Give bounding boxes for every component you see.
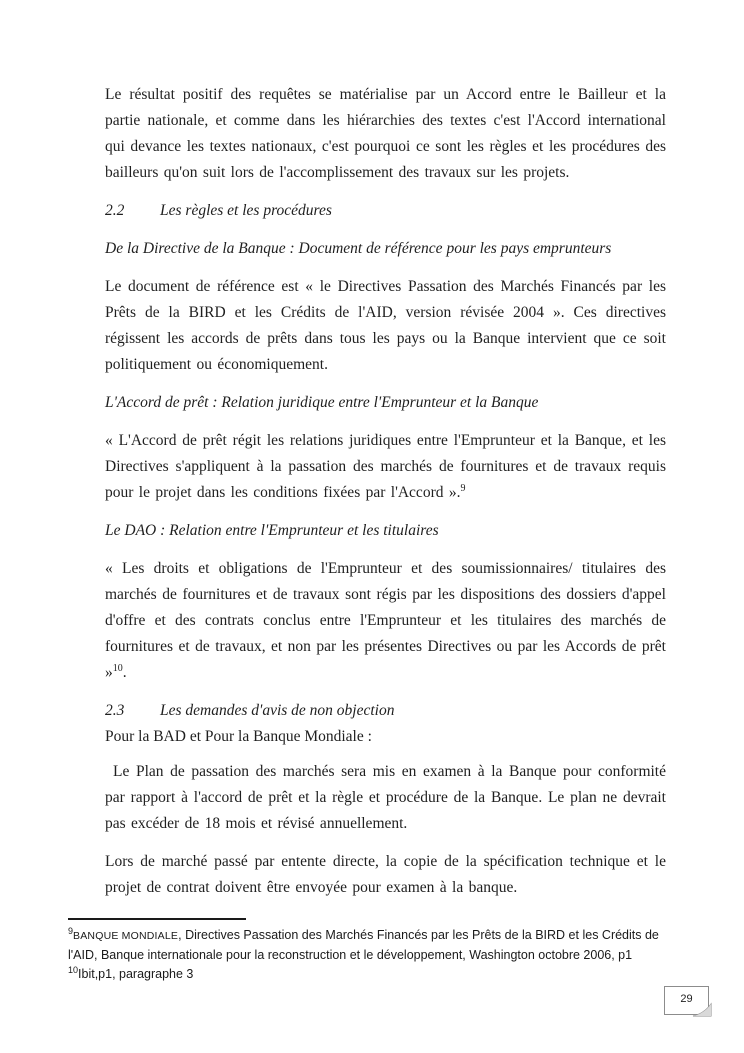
footnote-10	[68, 965, 680, 984]
quote-tail: .	[122, 664, 127, 681]
paragraph-intro: Le résultat positif des requêtes se matérialise par un Accord entre le Bailleur et la partie nationale, et comme dans les hiérarchies des textes c'est l'Accord international qui devance les textes nationaux, c'est pourquoi ce sont les règles et les procédures des bailleurs qu'on suit lors de l'accomplissement des travaux sur les projets.	[105, 86, 666, 181]
footnote-ref-9[interactable]: 9	[460, 482, 466, 494]
footnotes-section	[68, 918, 680, 984]
section-title: Les demandes d'avis de non objection	[160, 702, 395, 719]
line-pour-bad-banque: Pour la BAD et Pour la Banque Mondiale :	[105, 728, 372, 745]
subheading-directive: De la Directive de la Banque : Document de référence pour les pays emprunteurs	[105, 240, 612, 257]
quote-text: « Les droits et obligations de l'Emprunteur et des soumissionnaires/ titulaires des marchés de fournitures et de travaux sont régis par les dispositions des dossiers d'appel d'offre et des contrats conclus entre l'Emprunteur et les titulaires des marchés de fournitures et de travaux, et non par les présentes Directives ou par les Accords de prêt »	[105, 560, 666, 681]
page-body	[105, 82, 666, 913]
footnote-number: 9	[68, 925, 74, 936]
paragraph-document-reference: Le document de référence est « le Directives Passation des Marchés Financés par les Prêts de la BIRD et les Crédits de l'AID, version révisée 2004 ». Ces directives régissent les accords de prêts dans tous les pays ou la Banque intervient que ce soit politiquement ou économiquement.	[105, 278, 666, 373]
paragraph-accord-quote	[105, 428, 666, 506]
footnote-smallcaps: BANQUE MONDIALE	[73, 930, 179, 942]
footnote-text: , Directives Passation des Marchés Financés par les Prêts de la BIRD et les Crédits de l'AID, Banque internationale pour la reconstruction et le développement, Washington octobre 2006, p1	[68, 928, 659, 962]
page-number-badge	[664, 986, 709, 1015]
section-heading-2-2	[105, 198, 666, 224]
page-curl-icon	[691, 1002, 713, 1018]
footnote-number: 10	[68, 964, 79, 975]
paragraph-entente-directe: Lors de marché passé par entente directe, la copie de la spécification technique et le projet de contrat doivent être envoyée pour examen à la banque.	[105, 853, 666, 896]
subheading-dao: Le DAO : Relation entre l'Emprunteur et les titulaires	[105, 522, 439, 539]
footnote-ref-10[interactable]: 10	[112, 662, 123, 674]
footnote-text: Ibit,p1, paragraphe 3	[78, 967, 194, 981]
page-number: 29	[680, 993, 693, 1005]
paragraph-dao-quote	[105, 556, 666, 686]
quote-text: « L'Accord de prêt régit les relations juridiques entre l'Emprunteur et la Banque, et les Directives s'appliquent à la passation des marchés de fournitures et de travaux requis pour le projet dans les conditions fixées par l'Accord ».	[105, 432, 666, 501]
section-number: 2.3	[105, 702, 125, 719]
section-number: 2.2	[105, 202, 125, 219]
section-heading-2-3	[105, 698, 666, 724]
section-title: Les règles et les procédures	[160, 202, 332, 219]
footnote-separator	[68, 918, 246, 920]
subheading-accord-pret: L'Accord de prêt : Relation juridique entre l'Emprunteur et la Banque	[105, 394, 539, 411]
paragraph-plan-passation: Le Plan de passation des marchés sera mis en examen à la Banque pour conformité par rapport à l'accord de prêt et la règle et procédure de la Banque. Le plan ne devrait pas excéder de 18 mois et révisé annuellement.	[105, 763, 666, 832]
footnote-9	[68, 926, 680, 965]
